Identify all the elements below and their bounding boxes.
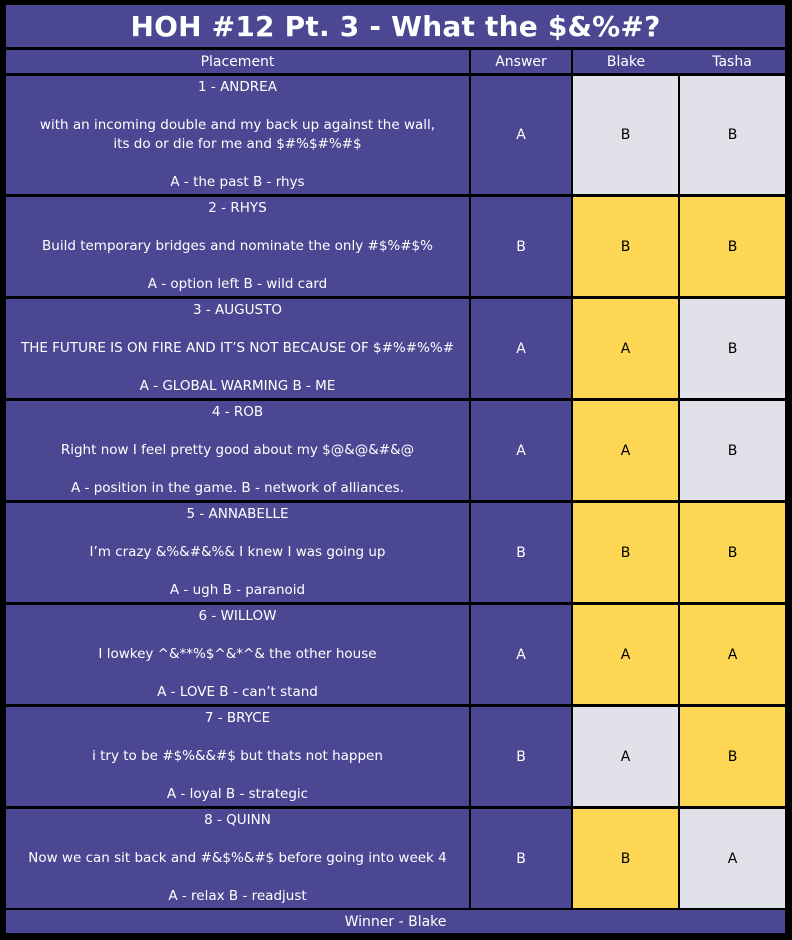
blake-pick: B <box>573 503 678 602</box>
contestant-name: 4 - ROB <box>211 404 264 420</box>
answer-options: A - LOVE B - can’t stand <box>157 684 318 700</box>
answer-options: A - option left B - wild card <box>147 276 328 292</box>
tasha-pick: A <box>680 605 785 704</box>
clue-text: I’m crazy &%&#&%& I knew I was going up <box>89 544 386 560</box>
tasha-pick: B <box>680 503 785 602</box>
tasha-pick: B <box>680 401 785 500</box>
tasha-pick: B <box>680 197 785 296</box>
sheet-title: HOH #12 Pt. 3 - What the $&%#? <box>6 5 785 47</box>
contestant-name: 6 - WILLOW <box>198 608 277 624</box>
contestant-name: 5 - ANNABELLE <box>186 506 289 522</box>
header-player-blake: Blake <box>606 53 646 70</box>
row-placement <box>6 299 469 398</box>
clue-text: i try to be #$%&&#$ but thats not happen <box>92 748 383 764</box>
tasha-pick: B <box>680 76 785 194</box>
clue-text: its do or die for me and $#%$#%#$ <box>113 136 362 152</box>
row-placement <box>6 503 469 602</box>
correct-answer: B <box>471 503 571 602</box>
clue-text: Build temporary bridges and nominate the only #$%#$% <box>42 238 433 254</box>
correct-answer: A <box>471 76 571 194</box>
blake-pick: A <box>573 401 678 500</box>
answer-options: A - GLOBAL WARMING B - ME <box>139 378 336 394</box>
blake-pick: A <box>573 707 678 806</box>
correct-answer: A <box>471 401 571 500</box>
answer-options: A - ugh B - paranoid <box>169 582 306 598</box>
row-placement <box>6 605 469 704</box>
blake-pick: A <box>573 605 678 704</box>
contestant-name: 1 - ANDREA <box>198 79 277 95</box>
row-placement <box>6 76 469 194</box>
winner-footer: Winner - Blake <box>6 910 785 933</box>
clue-text: I lowkey ^&**%$^&*^& the other house <box>98 646 377 662</box>
row-placement <box>6 197 469 296</box>
blake-pick: B <box>573 197 678 296</box>
answer-options: A - loyal B - strategic <box>166 786 309 802</box>
blake-pick: B <box>573 76 678 194</box>
correct-answer: B <box>471 197 571 296</box>
header-player-tasha: Tasha <box>712 53 752 70</box>
header-answer: Answer <box>471 50 571 73</box>
tasha-pick: B <box>680 707 785 806</box>
clue-text: THE FUTURE IS ON FIRE AND IT’S NOT BECAUSE OF $#%#%%# <box>20 340 455 356</box>
tasha-pick: B <box>680 299 785 398</box>
row-placement <box>6 809 469 908</box>
blake-pick: A <box>573 299 678 398</box>
contestant-name: 2 - RHYS <box>208 200 267 216</box>
correct-answer: A <box>471 605 571 704</box>
contestant-name: 7 - BRYCE <box>204 710 271 726</box>
blake-pick: B <box>573 809 678 908</box>
row-placement <box>6 707 469 806</box>
clue-text: with an incoming double and my back up against the wall, <box>39 117 436 133</box>
row-placement <box>6 401 469 500</box>
contestant-name: 8 - QUINN <box>204 812 271 828</box>
answer-options: A - relax B - readjust <box>168 888 307 904</box>
clue-text: Right now I feel pretty good about my $@&@&#&@ <box>60 442 415 458</box>
clue-text: Now we can sit back and #&$%&#$ before going into week 4 <box>28 850 447 866</box>
correct-answer: B <box>471 809 571 908</box>
header-placement: Placement <box>6 50 469 73</box>
answer-options: A - position in the game. B - network of alliances. <box>71 480 404 496</box>
correct-answer: A <box>471 299 571 398</box>
contestant-name: 3 - AUGUSTO <box>193 302 282 318</box>
correct-answer: B <box>471 707 571 806</box>
answer-options: A - the past B - rhys <box>170 174 305 190</box>
tasha-pick: A <box>680 809 785 908</box>
